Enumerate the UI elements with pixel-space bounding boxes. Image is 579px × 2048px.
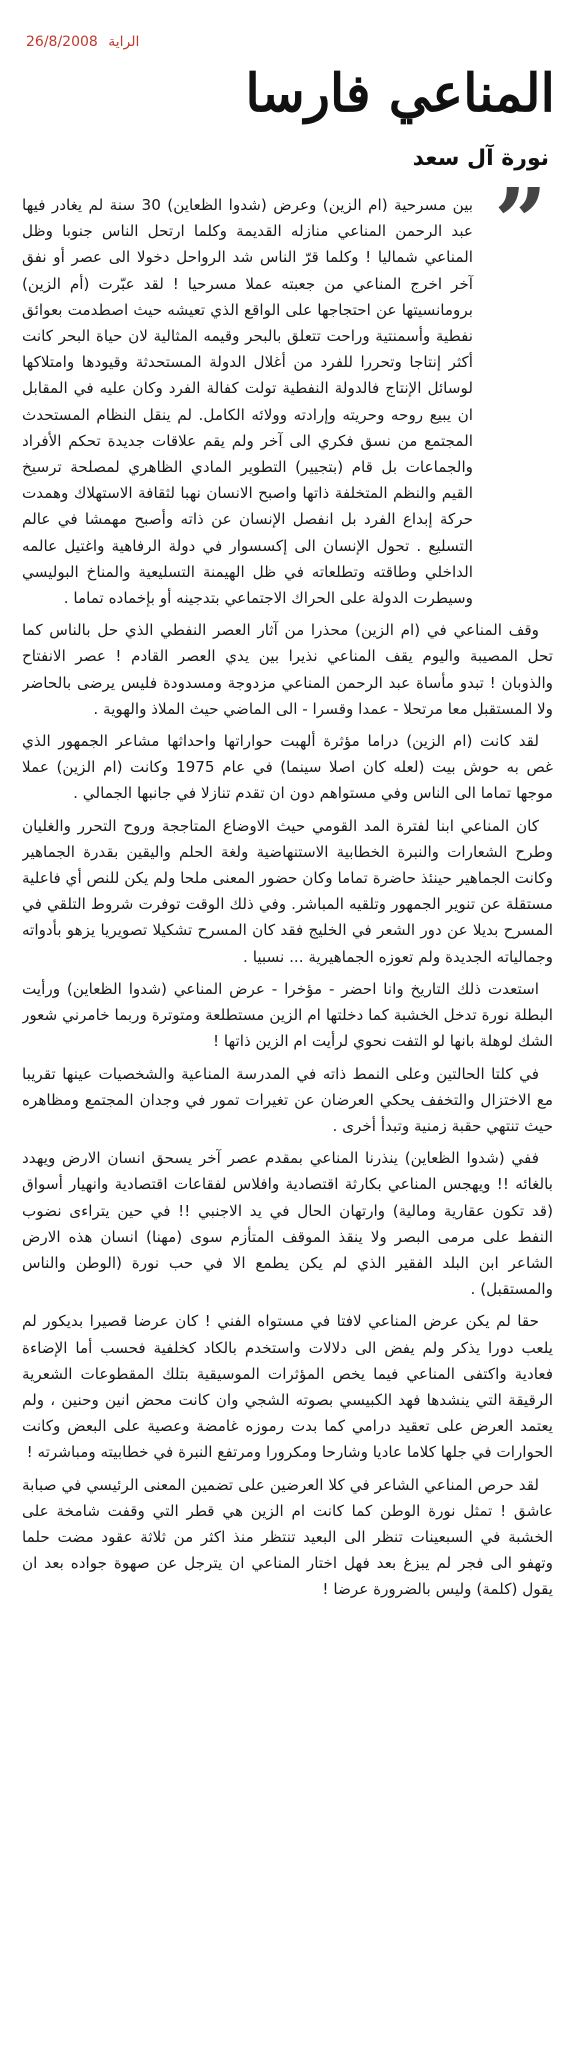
- publication-stamp: [26, 34, 139, 50]
- paragraph: ففي (شدوا الظعاين) ينذرنا المناعي بمقدم عصر آخر يسحق انسان الارض ويهدد بالغائه !! ويهجس المناعي بكارثة اقتصادية وافلاس لفقاعات اقتصادية وانهيار أسواق (قد تكون عقارية ومالية) وارتهان الحال في يد الاجنبي !! في حين يتراءى نضوب النفط على مرمى البصر ولا ينقذ الموقف المتأزم سوى (مهنا) انسان هذه الارض الشاعر ابن البلد الفقير الذي لم يكن يطمع الا في حب نورة (الوطن والناس والمستقبل) .: [22, 1149, 553, 1299]
- publication-name: الراية: [108, 34, 140, 50]
- paragraph: لقد كانت (ام الزين) دراما مؤثرة ألهبت حواراتها واحداثها مشاعر الجمهور الذي غص به حوش بيت (لعله كان اصلا سينما) في عام 1975 وكانت (ام الزين) عملا موجها تماما الى الناس وفي مستواهم دون ان تقدم تنازلا في جانبها الجمالي .: [22, 732, 553, 803]
- paragraph: استعدت ذلك التاريخ وانا احضر - مؤخرا - عرض المناعي (شدوا الظعاين) ورأيت البطلة نورة تدخل الخشبة كما دخلتها ام الزين مستطلعة ومتوترة وربما خامرني شعور الشك لوهلة بانها لو التفت نحوي لرأيت ام الزين ذاتها !: [22, 979, 553, 1051]
- paragraph: بين مسرحية (ام الزين) وعرض (شدوا الظعاين) 30 سنة لم يغادر فيها عبد الرحمن المناعي منازله القديمة وكلما ارتحل الناس جنوبا وظل المناعي شماليا ! وكلما قرّ الناس شد الرواحل دخولا الى عصر أو نفق آخر اخرج المناعي من جعبته عملا مسرحيا ! لقد عبّرت (أم الزين) برومانسيتها عن احتجاجها على الواقع الذي تعيشه حيث اصطدمت بعوائق نفطية وأسمنتية وراحت تتعلق بالبحر وقيمه المثالية لان حياة البحر كانت أكثر إنتاجا وتحررا للفرد من أغلال الدولة المستحدثة وقيودها وامتلاكها لوسائل الإنتاج فالدولة النفطية تولت كفالة الفرد وكان عليه في المقابل ان يبيع روحه وحريته وإرادته وولائه الكامل. لم ينقل النظام المستحدث المجتمع من نسق فكري الى آخر ولم يقم علاقات جديدة تحكم الأفراد والجماعات بل قام (بتجيير) التطوير المادي الظاهري لمصلحة ترسيخ القيم والنظم المتخلفة ذاتها واصبح الانسان نهبا لثقافة الاستهلاك وهمدت حركة إبداع الفرد بل انفصل الإنسان عن ذاته وأصبح مهمشا في عالم التسليع . تحول الإنسان الى إكسسوار في دولة الرفاهية واغتيل عالمه الداخلي وطاقته وتطلعاته في ظل الهيمنة التسليعية والمناخ البوليسي وسيطرت الدولة على الحراك الاجتماعي بتدجينه أو بإخماده تماما .: [22, 196, 473, 608]
- paragraph: حقا لم يكن عرض المناعي لافتا في مستواه الفني ! كان عرضا قصيرا بديكور لم يلعب دورا يذكر ولم يفض الى دلالات واستخدم بالكاد كخلفية فحسب أما الإضاءة فعادية واكتفى المناعي فيما يخص المؤثرات الموسيقية بتلك المقطوعات الشعرية الرقيقة التي ينشدها فهد الكبيسي بصوته الشجي وان كانت محض انين وحنين ، ولم يعتمد العرض على تعقيد درامي كما بدت رموزه غامضة وعصية على البعض وكانت الحوارات في جلها كلاما عاديا وشارحا ومكرورا ومرتفع النبرة في خطابيته ومباشرته !: [22, 1312, 553, 1462]
- paragraph: في كلتا الحالتين وعلى النمط ذاته في المدرسة المناعية والشخصيات عينها تقريبا مع الاختزال والتخفف يحكي العرضان عن تغيرات تمور في وجدان المجتمع ومظاهره حيث تنتهي حقبة زمنية وتبدأ أخرى .: [22, 1064, 553, 1135]
- paragraph: وقف المناعي في (ام الزين) محذرا من آثار العصر النفطي الذي حل بالناس كما تحل المصيبة واليوم يقف المناعي نذيرا بين يدي العصر القادم ! عصر الانفتاح والذوبان ! تبدو مأساة عبد الرحمن المناعي مزدوجة ومسدودة فليس يرضى بالحاضر ولا المستقبل معا مرتحلا - عمدا وقسرا - الى الماضي حيث الملاذ والهوية .: [22, 621, 553, 718]
- paragraph: لقد حرص المناعي الشاعر في كلا العرضين على تضمين المعنى الرئيسي في صبابة عاشق ! تمثل نورة الوطن كما كانت ام الزين هي قطر التي وقفت شامخة على الخشبة في السبعينات تنظر الى البعيد تنتظر منذ اكثر من ثلاثة عقود مضت حلما وتهفو الى فجر لم يبزغ بعد فهل اختار المناعي ان يترجل عن صهوة جواده بعد ان يقول (كلمة) وليس بالضرورة عرضا !: [22, 1475, 553, 1599]
- article-title: المناعي فارسا: [245, 63, 555, 124]
- publication-date: 26/8/2008: [26, 34, 98, 50]
- quote-mark-icon: ”: [494, 168, 547, 276]
- article-body: [22, 192, 553, 2040]
- author-byline: نورة آل سعد: [412, 146, 549, 171]
- paragraph: كان المناعي ابنا لفترة المد القومي حيث الاوضاع المتاججة وروح التحرر والغليان وطرح الشعارات والنبرة الخطابية الاستنهاضية ولغة الحلم واليقين بقدرة الجماهير وكانت الجماهير حينئذ حاضرة تماما وكان حضور المعنى ملحا ولم يكن للنص أي فاعلية مستقلة عن تنوير الجمهور وتلقيه المباشر. وفي ذلك الوقت توفرت شروط التلقي في المسرح بديلا عن دور الشعر في الخليج فقد كان المسرح تشكيلا تصويريا يزهو بأدواته وجمالياته الجديدة ولم تعوزه الجماهيرية ... نسبيا .: [22, 816, 553, 966]
